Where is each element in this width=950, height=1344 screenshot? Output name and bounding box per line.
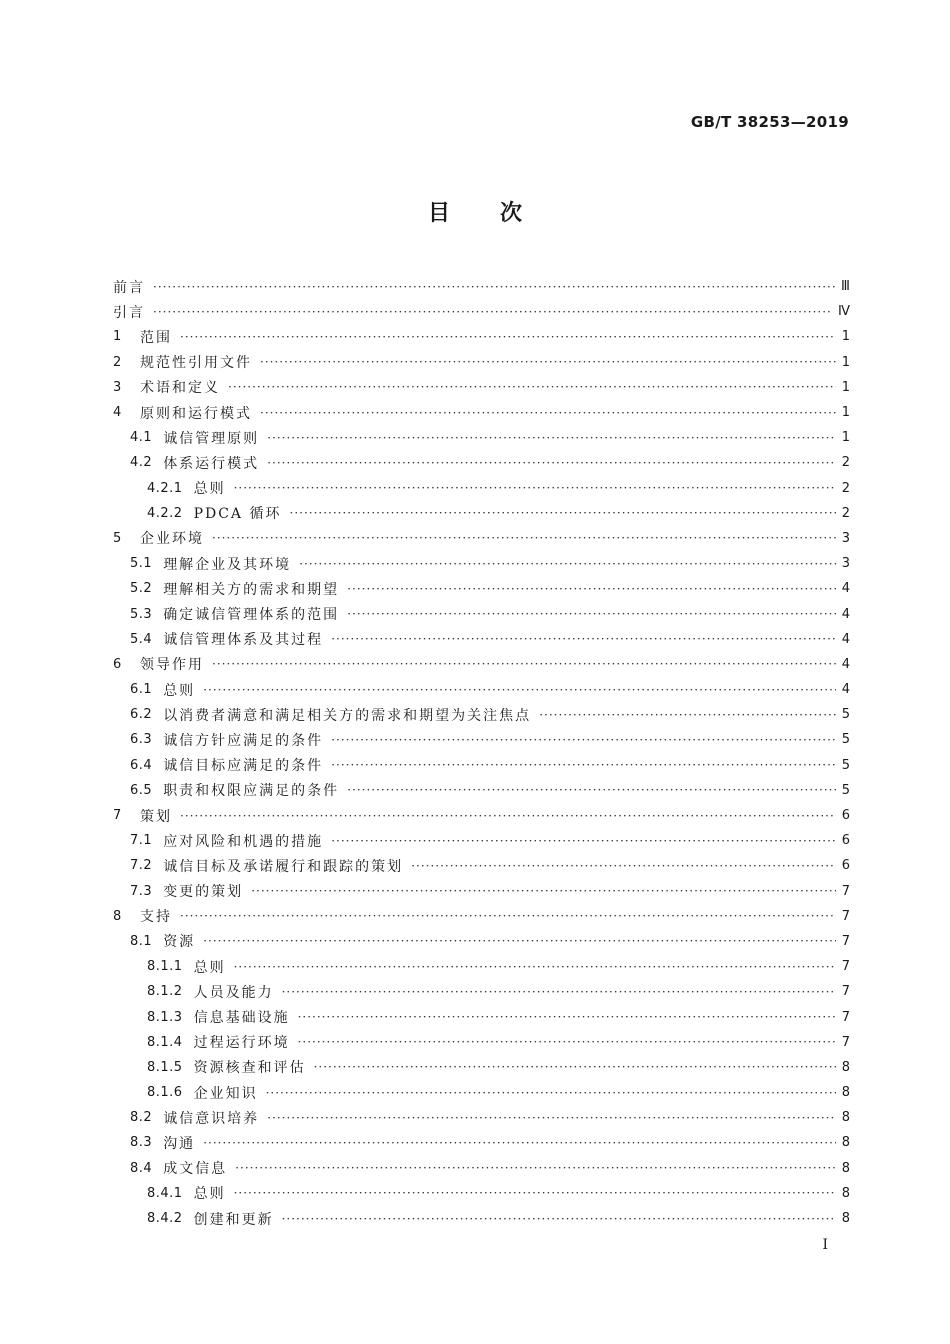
toc-entry-page: 4 (841, 656, 850, 672)
dot-leader (203, 1135, 836, 1151)
toc-entry-title: 体系运行模式 (163, 455, 260, 472)
toc-entry-page: 4 (841, 606, 850, 622)
toc-entry[interactable] (113, 601, 850, 626)
dot-leader (267, 430, 836, 446)
toc-entry-title: 范围 (140, 329, 172, 346)
toc-entry-title: 诚信意识培养 (163, 1110, 260, 1127)
toc-entry-title: 以消费者满意和满足相关方的需求和期望为关注焦点 (163, 707, 532, 724)
toc-entry-page: 7 (841, 883, 850, 899)
dot-leader (266, 1085, 836, 1101)
toc-entry[interactable] (113, 425, 850, 450)
toc-entry-page: 7 (841, 984, 850, 1000)
toc-entry[interactable] (113, 450, 850, 475)
dot-leader (228, 379, 836, 395)
dot-leader (260, 354, 836, 370)
toc-entry[interactable] (113, 652, 850, 677)
toc-entry-title: 应对风险和机遇的措施 (163, 833, 324, 850)
dot-leader (234, 959, 836, 975)
dot-leader (153, 304, 832, 320)
dot-leader (267, 455, 836, 471)
dot-leader (314, 1059, 836, 1075)
dot-leader (234, 480, 836, 496)
dot-leader (282, 1211, 836, 1227)
toc-entry[interactable] (113, 677, 850, 702)
toc-entry[interactable] (113, 853, 850, 878)
toc-entry-number: 8 (113, 908, 122, 924)
toc-entry-page: 3 (841, 530, 850, 546)
toc-entry[interactable] (113, 576, 850, 601)
toc-entry-page: 1 (841, 379, 850, 395)
toc-entry-page: 7 (841, 908, 850, 924)
toc-entry-title: 诚信目标及承诺履行和跟踪的策划 (163, 858, 404, 875)
toc-entry-title: 人员及能力 (193, 984, 274, 1001)
toc-entry-page: 2 (841, 505, 850, 521)
dot-leader (331, 833, 836, 849)
standard-code: GB/T 38253—2019 (690, 113, 849, 131)
toc-entry-page: 7 (841, 1009, 850, 1025)
toc-entry-page: 8 (841, 1135, 850, 1151)
toc-entry[interactable] (113, 375, 850, 400)
toc-entry-number: 7.3 (130, 883, 153, 899)
toc-entry-number: 6.2 (130, 707, 153, 723)
toc-entry-title: 引言 (113, 304, 145, 321)
toc-entry-page: 1 (841, 430, 850, 446)
toc-entry[interactable] (113, 1156, 850, 1181)
page-number: I (822, 1237, 828, 1253)
dot-leader (331, 757, 836, 773)
toc-entry[interactable] (113, 1105, 850, 1130)
toc-entry-number: 8.1.2 (147, 984, 183, 1000)
toc-entry-number: 5.3 (130, 606, 153, 622)
toc-entry-page: 2 (841, 455, 850, 471)
toc-entry-title: 变更的策划 (163, 884, 244, 901)
dot-leader (234, 1185, 836, 1201)
toc-entry-title: 诚信管理体系及其过程 (163, 632, 324, 649)
toc-entry-title: 诚信方针应满足的条件 (163, 732, 324, 749)
dot-leader (411, 858, 836, 874)
toc-entry[interactable] (113, 904, 850, 929)
toc-entry-page: 4 (841, 682, 850, 698)
toc-entry-number: 4.2 (130, 455, 153, 471)
toc-entry-page: 6 (841, 858, 850, 874)
toc-entry-title: 总则 (193, 959, 226, 976)
dot-leader (331, 631, 836, 647)
toc-entry[interactable] (113, 551, 850, 576)
toc-entry[interactable] (113, 929, 850, 954)
toc-entry-title: 企业知识 (193, 1085, 258, 1102)
toc-entry-page: 6 (841, 808, 850, 824)
toc-entry[interactable] (113, 803, 850, 828)
toc-entry-number: 7.1 (130, 833, 153, 849)
page-title (0, 196, 950, 227)
toc-entry-title: 支持 (140, 909, 172, 926)
dot-leader (298, 1009, 836, 1025)
toc-entry[interactable] (113, 1080, 850, 1105)
toc-entry-title: 原则和运行模式 (140, 405, 252, 422)
toc-entry-number: 6 (113, 656, 122, 672)
toc-entry-number: 5.1 (130, 556, 153, 572)
toc-entry[interactable] (113, 1130, 850, 1155)
toc-entry-title: 职责和权限应满足的条件 (163, 783, 340, 800)
toc-entry[interactable] (113, 1030, 850, 1055)
toc-entry[interactable] (113, 1181, 850, 1206)
toc-entry-page: 8 (841, 1185, 850, 1201)
toc-entry-page: Ⅳ (838, 304, 850, 320)
dot-leader (180, 908, 836, 924)
toc-entry-number: 6.5 (130, 782, 153, 798)
dot-leader (347, 782, 836, 798)
toc-entry-number: 8.3 (130, 1135, 153, 1151)
toc-entry-title: 企业环境 (140, 531, 204, 548)
toc-entry-number: 5 (113, 530, 122, 546)
dot-leader (203, 933, 836, 949)
toc-entry[interactable] (113, 778, 850, 803)
dot-leader (153, 279, 835, 295)
toc-entry-page: 3 (841, 556, 850, 572)
dot-leader (298, 1034, 836, 1050)
title-char-1: 目 (427, 201, 450, 226)
dot-leader (180, 329, 836, 345)
toc-entry-number: 8.1.1 (147, 959, 183, 975)
toc-entry[interactable] (113, 753, 850, 778)
toc-entry-number: 8.4 (130, 1160, 153, 1176)
toc-entry-number: 8.1.5 (147, 1059, 183, 1075)
toc-entry-number: 8.1 (130, 933, 153, 949)
toc-entry-title: 资源核查和评估 (193, 1060, 306, 1077)
toc-entry[interactable] (113, 1055, 850, 1080)
toc-entry-title: 总则 (193, 481, 226, 498)
toc-entry-title: 领导作用 (140, 657, 204, 674)
toc-entry[interactable] (113, 627, 850, 652)
toc-entry[interactable] (113, 1004, 850, 1029)
dot-leader (282, 984, 836, 1000)
toc-entry-number: 2 (113, 354, 122, 370)
toc-entry-page: 4 (841, 581, 850, 597)
toc-entry-page: 8 (841, 1085, 850, 1101)
dot-leader (212, 530, 836, 546)
dot-leader (331, 732, 836, 748)
toc-entry-number: 8.1.3 (147, 1009, 183, 1025)
toc-entry[interactable] (113, 879, 850, 904)
dot-leader (212, 656, 836, 672)
toc-entry[interactable] (113, 727, 850, 752)
toc-entry-page: 8 (841, 1160, 850, 1176)
toc-entry-page: 7 (841, 959, 850, 975)
toc-entry-number: 6.3 (130, 732, 153, 748)
toc-entry-page: 5 (841, 757, 850, 773)
toc-entry-title: 规范性引用文件 (140, 355, 252, 372)
toc-entry[interactable] (113, 526, 850, 551)
dot-leader (203, 682, 836, 698)
toc-entry-title: 资源 (163, 934, 196, 951)
toc-entry-page: 2 (841, 480, 850, 496)
toc-entry-title: 诚信目标应满足的条件 (163, 758, 324, 775)
toc-entry-number: 8.4.2 (147, 1211, 183, 1227)
toc-entry-page: Ⅲ (841, 279, 850, 295)
toc-entry-number: 8.4.1 (147, 1185, 183, 1201)
toc-entry-title: 术语和定义 (140, 380, 220, 397)
toc-entry[interactable] (113, 350, 850, 375)
dot-leader (251, 883, 836, 899)
toc-entry-page: 5 (841, 707, 850, 723)
toc-entry-number: 4 (113, 405, 122, 421)
toc-entry-title: 理解企业及其环境 (163, 556, 292, 573)
toc-entry-title: 信息基础设施 (193, 1010, 290, 1027)
toc-entry[interactable] (113, 299, 850, 324)
dot-leader (539, 707, 836, 723)
toc-entry-page: 5 (841, 782, 850, 798)
title-char-2: 次 (500, 201, 523, 226)
toc-entry[interactable] (113, 979, 850, 1004)
toc-entry-title: 过程运行环境 (193, 1035, 290, 1052)
toc-entry-number: 6.1 (130, 682, 153, 698)
toc-entry[interactable] (113, 324, 850, 349)
toc-entry[interactable] (113, 501, 850, 526)
toc-entry-page: 8 (841, 1059, 850, 1075)
toc-entry-number: 7.2 (130, 858, 153, 874)
toc-entry-title: PDCA 循环 (193, 506, 282, 523)
toc-entry-page: 1 (841, 354, 850, 370)
toc-entry-title: 成文信息 (163, 1161, 228, 1178)
toc-entry-number: 6.4 (130, 757, 153, 773)
toc-entry-page: 6 (841, 833, 850, 849)
toc-entry-title: 总则 (193, 1186, 226, 1203)
toc-entry-page: 1 (841, 329, 850, 345)
toc-entry[interactable] (113, 702, 850, 727)
toc-entry[interactable] (113, 400, 850, 425)
table-of-contents (113, 274, 850, 1231)
toc-entry-page: 7 (841, 1034, 850, 1050)
toc-entry-number: 4.1 (130, 430, 153, 446)
toc-entry-title: 诚信管理原则 (163, 430, 260, 447)
toc-entry-page: 8 (841, 1110, 850, 1126)
dot-leader (290, 505, 836, 521)
toc-entry[interactable] (113, 828, 850, 853)
toc-entry-number: 7 (113, 808, 122, 824)
toc-entry-number: 5.4 (130, 631, 153, 647)
toc-entry-title: 总则 (163, 682, 196, 699)
dot-leader (267, 1110, 836, 1126)
toc-entry[interactable] (113, 1206, 850, 1231)
toc-entry-number: 1 (113, 329, 122, 345)
toc-entry-title: 沟通 (163, 1135, 196, 1152)
toc-entry[interactable] (113, 274, 850, 299)
toc-entry-title: 创建和更新 (193, 1211, 274, 1228)
toc-entry-number: 5.2 (130, 581, 153, 597)
dot-leader (347, 606, 836, 622)
toc-entry-title: 前言 (113, 279, 145, 296)
toc-entry[interactable] (113, 476, 850, 501)
dot-leader (235, 1160, 836, 1176)
toc-entry-page: 5 (841, 732, 850, 748)
toc-entry-page: 1 (841, 405, 850, 421)
toc-entry-page: 8 (841, 1211, 850, 1227)
dot-leader (260, 405, 836, 421)
dot-leader (180, 808, 836, 824)
toc-entry-number: 8.1.6 (147, 1085, 183, 1101)
toc-entry-title: 策划 (140, 808, 172, 825)
toc-entry-page: 4 (841, 631, 850, 647)
toc-entry-number: 3 (113, 379, 122, 395)
toc-entry-number: 4.2.1 (147, 480, 183, 496)
dot-leader (299, 556, 836, 572)
toc-entry[interactable] (113, 954, 850, 979)
toc-entry-page: 7 (841, 933, 850, 949)
toc-entry-title: 确定诚信管理体系的范围 (163, 607, 340, 624)
dot-leader (347, 581, 836, 597)
toc-entry-number: 4.2.2 (147, 505, 183, 521)
toc-entry-number: 8.1.4 (147, 1034, 183, 1050)
toc-entry-title: 理解相关方的需求和期望 (163, 581, 340, 598)
toc-entry-number: 8.2 (130, 1110, 153, 1126)
